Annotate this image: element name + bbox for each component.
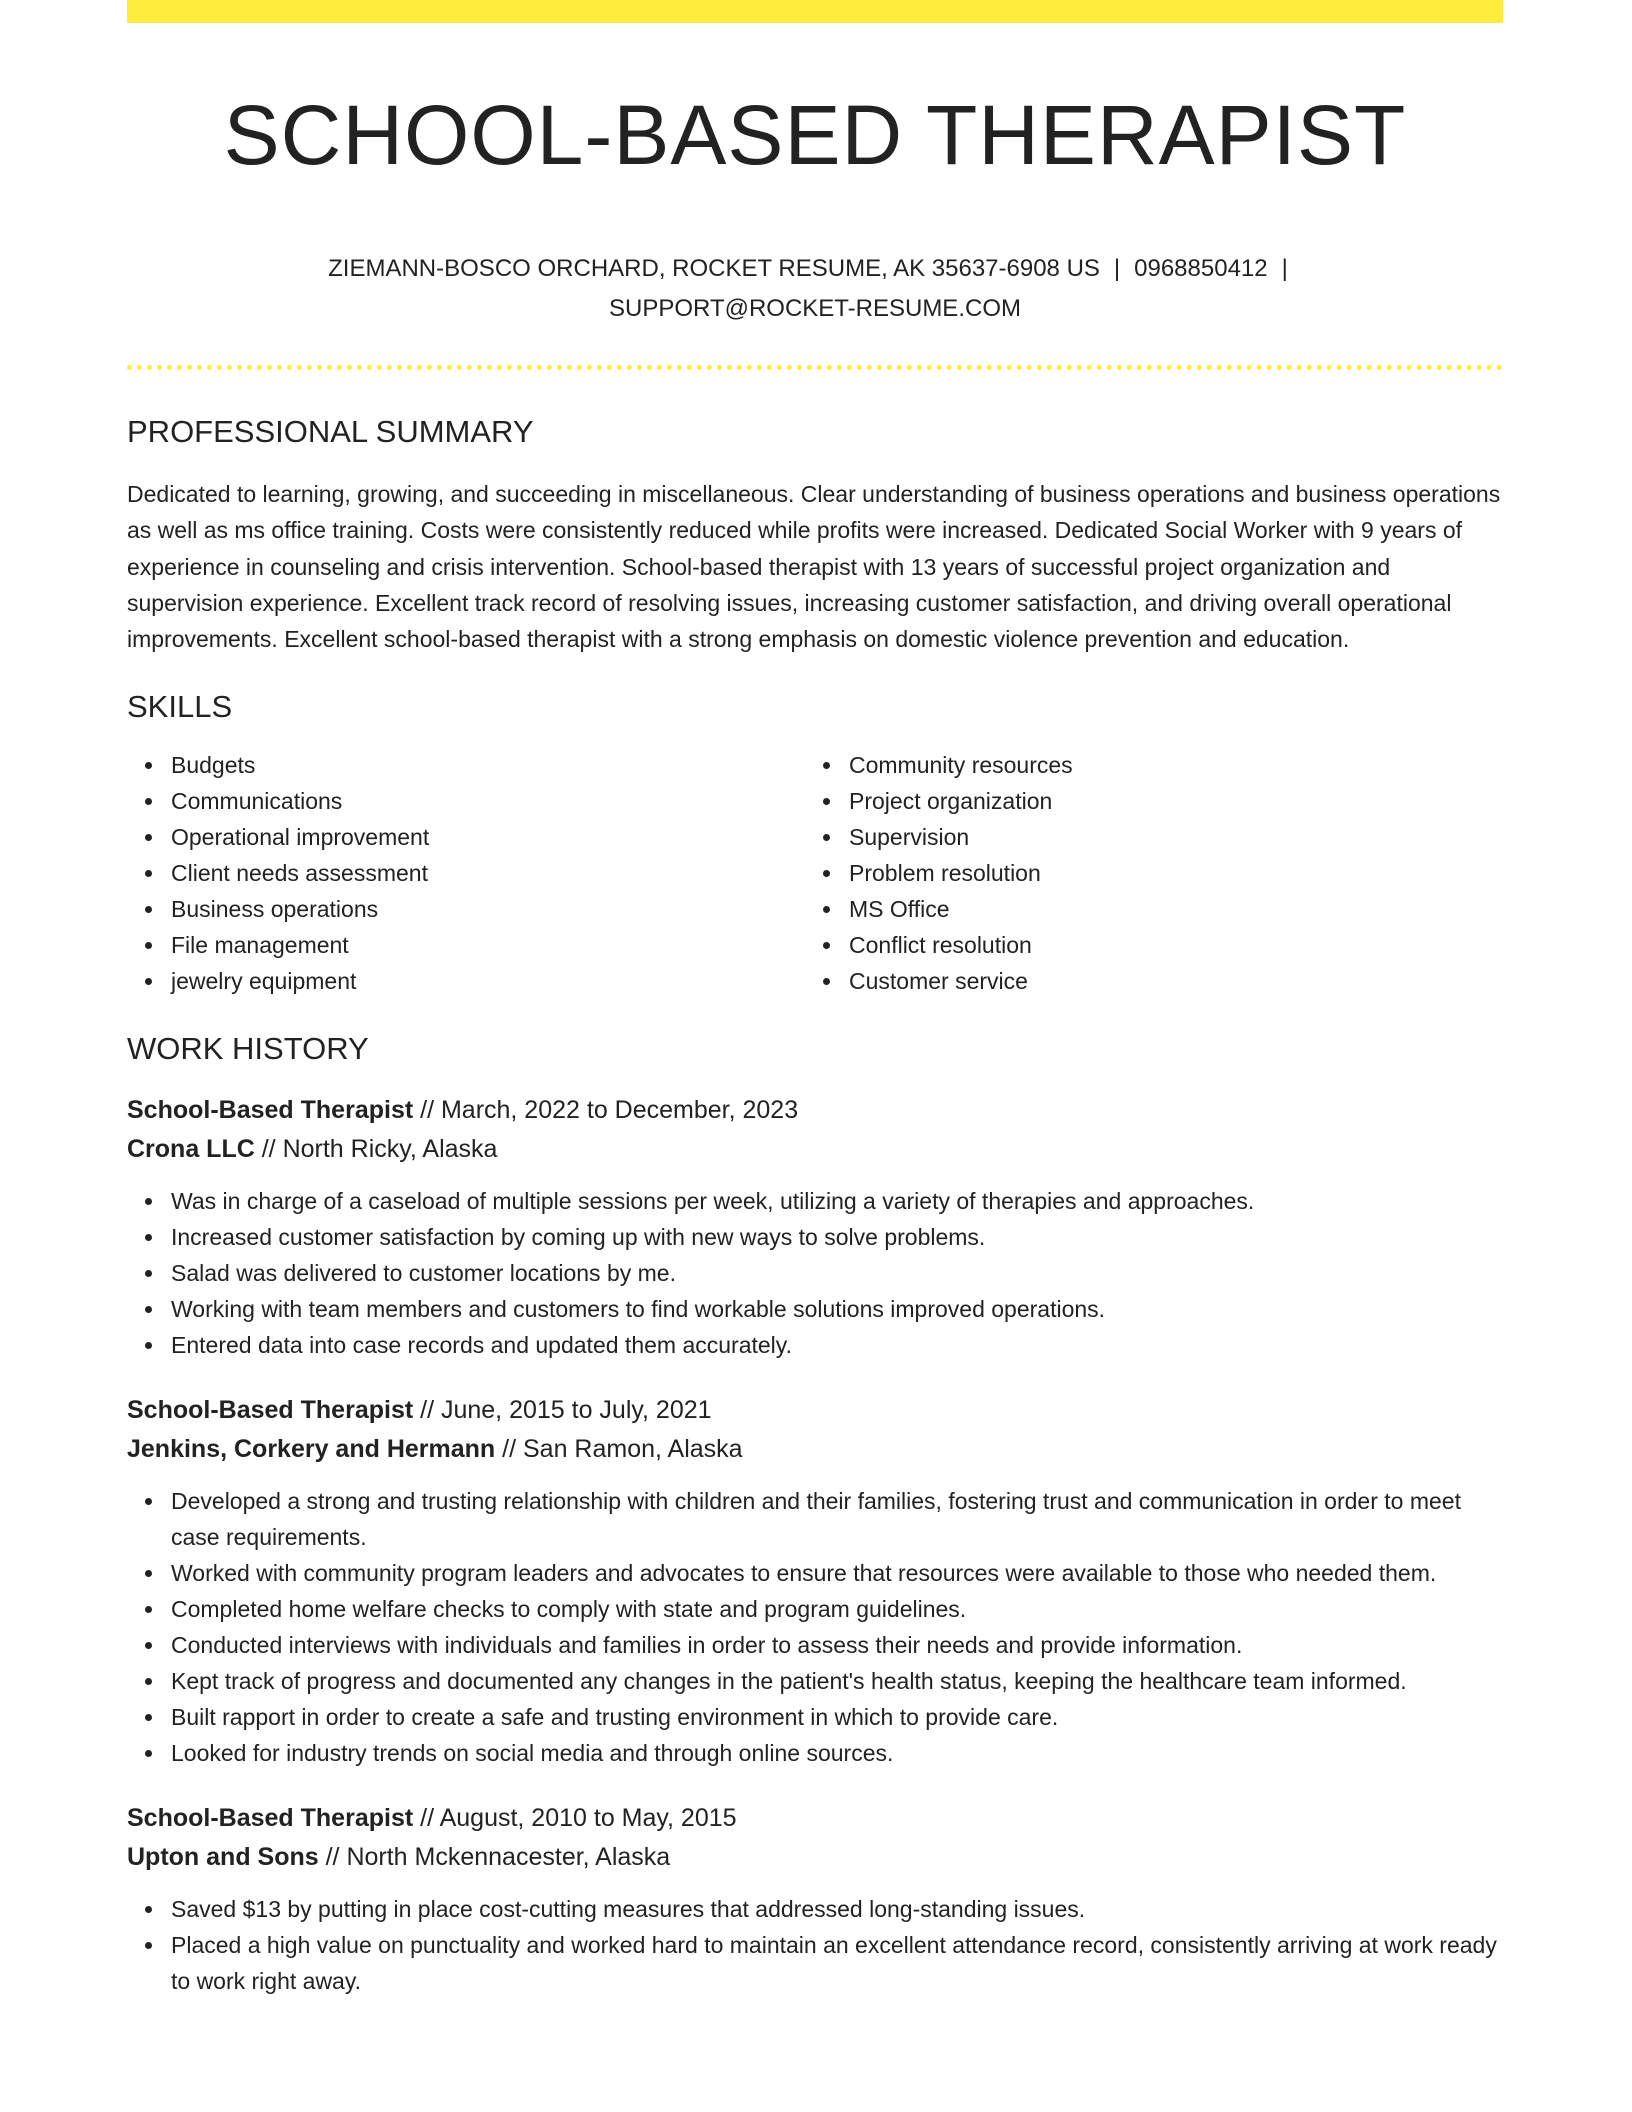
job-bullet: Entered data into case records and updated them accurately. bbox=[171, 1327, 1503, 1363]
job-bullet: Built rapport in order to create a safe and trusting environment in which to provide care. bbox=[171, 1699, 1503, 1735]
skill-item: Problem resolution bbox=[849, 855, 1483, 891]
resume-title: SCHOOL-BASED THERAPIST bbox=[223, 88, 1407, 182]
job-bullet: Conducted interviews with individuals and families in order to assess their needs and provide information. bbox=[171, 1627, 1503, 1663]
contact-separator: | bbox=[1113, 255, 1121, 282]
job-bullet: Worked with community program leaders and advocates to ensure that resources were available to those who needed them. bbox=[171, 1555, 1503, 1591]
job-title: School-Based Therapist bbox=[127, 1096, 414, 1125]
skills-heading: SKILLS bbox=[127, 689, 233, 725]
job-bullets bbox=[127, 1891, 1503, 1999]
job-dates: // March, 2022 to December, 2023 bbox=[420, 1096, 799, 1125]
job-bullet: Salad was delivered to customer locations by me. bbox=[171, 1255, 1503, 1291]
job-title: School-Based Therapist bbox=[127, 1804, 414, 1833]
work-history-heading: WORK HISTORY bbox=[127, 1031, 369, 1067]
job-bullet: Increased customer satisfaction by coming up with new ways to solve problems. bbox=[171, 1219, 1503, 1255]
job-bullet: Saved $13 by putting in place cost-cutting measures that addressed long-standing issues. bbox=[171, 1891, 1503, 1927]
job-bullet: Was in charge of a caseload of multiple sessions per week, utilizing a variety of therapies and approaches. bbox=[171, 1183, 1503, 1219]
skill-item: Business operations bbox=[171, 891, 805, 927]
job-location: // North Mckennacester, Alaska bbox=[325, 1843, 671, 1872]
skill-item: Conflict resolution bbox=[849, 927, 1483, 963]
skill-item: MS Office bbox=[849, 891, 1483, 927]
job-title: School-Based Therapist bbox=[127, 1396, 414, 1425]
job-company: Crona LLC bbox=[127, 1135, 255, 1164]
contact-email: SUPPORT@ROCKET-RESUME.COM bbox=[609, 295, 1021, 322]
job-title-line bbox=[127, 1091, 1503, 1130]
skill-item: Project organization bbox=[849, 783, 1483, 819]
job-entry bbox=[127, 1799, 1503, 1999]
skill-item: jewelry equipment bbox=[171, 963, 805, 999]
job-dates: // August, 2010 to May, 2015 bbox=[420, 1804, 737, 1833]
job-bullets bbox=[127, 1183, 1503, 1363]
job-company-line bbox=[127, 1430, 1503, 1469]
contact-separator: | bbox=[1281, 255, 1288, 282]
job-title-line bbox=[127, 1799, 1503, 1838]
job-company-line bbox=[127, 1130, 1503, 1169]
job-bullets bbox=[127, 1483, 1503, 1771]
skill-item: Budgets bbox=[171, 747, 805, 783]
top-accent-bar bbox=[127, 0, 1503, 23]
contact-phone: 0968850412 bbox=[1134, 255, 1268, 282]
skills-column-left bbox=[127, 747, 805, 999]
job-bullet: Working with team members and customers to find workable solutions improved operations. bbox=[171, 1291, 1503, 1327]
job-company: Jenkins, Corkery and Hermann bbox=[127, 1435, 496, 1464]
skills-grid bbox=[127, 747, 1503, 999]
skill-item: Supervision bbox=[849, 819, 1483, 855]
skill-item: Operational improvement bbox=[171, 819, 805, 855]
resume-page bbox=[127, 0, 1503, 1999]
header-divider bbox=[127, 365, 1503, 370]
job-location: // San Ramon, Alaska bbox=[502, 1435, 743, 1464]
skill-item: Client needs assessment bbox=[171, 855, 805, 891]
job-title-line bbox=[127, 1391, 1503, 1430]
skill-item: Communications bbox=[171, 783, 805, 819]
summary-heading: PROFESSIONAL SUMMARY bbox=[127, 414, 534, 449]
job-entry bbox=[127, 1391, 1503, 1771]
skills-list-right bbox=[805, 747, 1483, 999]
job-dates: // June, 2015 to July, 2021 bbox=[420, 1396, 712, 1425]
job-location: // North Ricky, Alaska bbox=[261, 1135, 498, 1164]
job-bullet: Completed home welfare checks to comply with state and program guidelines. bbox=[171, 1591, 1503, 1627]
job-company: Upton and Sons bbox=[127, 1843, 319, 1872]
skill-item: File management bbox=[171, 927, 805, 963]
skill-item: Community resources bbox=[849, 747, 1483, 783]
summary-text: Dedicated to learning, growing, and succeeding in miscellaneous. Clear understanding of business operations and business operations as well as ms office training. Costs were consistently reduced while profits were increased. Dedicated Social Worker with 9 years of experience in counseling and crisis intervention. School-based therapist with 13 years of successful project organization and supervision experience. Excellent track record of resolving issues, increasing customer satisfaction, and driving overall operational improvements. Excellent school-based therapist with a strong emphasis on domestic violence prevention and education. bbox=[127, 481, 1501, 653]
job-bullet: Placed a high value on punctuality and worked hard to maintain an excellent attendance record, consistently arriving at work ready to work right away. bbox=[171, 1927, 1503, 1999]
job-entry bbox=[127, 1091, 1503, 1363]
skill-item: Customer service bbox=[849, 963, 1483, 999]
job-bullet: Kept track of progress and documented any changes in the patient's health status, keeping the healthcare team informed. bbox=[171, 1663, 1503, 1699]
job-bullet: Looked for industry trends on social media and through online sources. bbox=[171, 1735, 1503, 1771]
skills-list-left bbox=[127, 747, 805, 999]
contact-info bbox=[127, 249, 1503, 329]
contact-address: ZIEMANN-BOSCO ORCHARD, ROCKET RESUME, AK 35637-6908 US bbox=[328, 255, 1100, 282]
job-bullet: Developed a strong and trusting relationship with children and their families, fostering trust and communication in order to meet case requirements. bbox=[171, 1483, 1503, 1555]
skills-column-right bbox=[805, 747, 1483, 999]
job-company-line bbox=[127, 1838, 1503, 1877]
